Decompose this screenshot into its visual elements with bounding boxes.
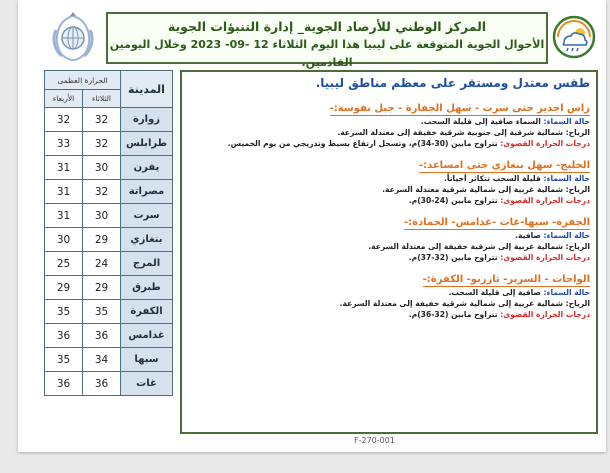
- wednesday-header: الأربعاء: [45, 90, 83, 108]
- forecast-summary: طقس معتدل ومستقر على معظم مناطق ليبيا.: [315, 76, 590, 90]
- tue-temp-cell: 30: [83, 204, 121, 228]
- form-code: F-270-001: [354, 436, 395, 445]
- wed-temp-cell: 33: [45, 132, 83, 156]
- temp-text: تتراوح مابين (30-34)م، وتسجل ارتفاع بسيط وتدريجي من يوم الخميس.: [227, 139, 498, 148]
- table-row: [45, 348, 173, 372]
- region-title: الجفرة- سبها-غات -غدامس- الحمادة:-: [403, 217, 590, 228]
- city-cell: سرت: [121, 204, 173, 228]
- tue-temp-cell: 36: [83, 324, 121, 348]
- temp-text: تتراوح مابين (32-37)م.: [408, 253, 498, 262]
- wed-temp-cell: 36: [45, 324, 83, 348]
- table-row: [45, 228, 173, 252]
- sky-text: صافية.: [515, 231, 541, 240]
- wind-text: شمالية غربية إلى شمالية شرقية خفيفة إلى معتدلة السرعة.: [339, 299, 563, 308]
- wed-temp-cell: 31: [45, 180, 83, 204]
- temp-label: درجات الحرارة القصوى:: [500, 310, 590, 319]
- temp-row: [188, 252, 590, 263]
- table-row: [45, 180, 173, 204]
- tue-temp-cell: 36: [83, 372, 121, 396]
- sky-text: قليلة السحب تتكاثر أحياناً.: [443, 174, 541, 183]
- tue-temp-cell: 30: [83, 156, 121, 180]
- city-column-header: المدينة: [121, 71, 173, 108]
- wind-label: الرياح:: [565, 242, 590, 251]
- max-temp-header: الحرارة العظمى: [45, 71, 121, 90]
- table-row: [45, 300, 173, 324]
- city-cell: طرابلس: [121, 132, 173, 156]
- city-cell: زوارة: [121, 108, 173, 132]
- region-title: الواحات - السرير- تازربو- الكفرة:-: [422, 274, 590, 285]
- wed-temp-cell: 31: [45, 156, 83, 180]
- tue-temp-cell: 35: [83, 300, 121, 324]
- temp-row: [188, 195, 590, 206]
- sky-label: حالة السماء:: [543, 288, 590, 297]
- wmo-emblem-icon: [46, 12, 100, 62]
- table-row: [45, 252, 173, 276]
- header-box: [106, 12, 548, 69]
- wind-row: [188, 241, 590, 252]
- wed-temp-cell: 36: [45, 372, 83, 396]
- wind-text: شمالية شرقية إلى جنوبية شرقية خفيفة إلى معتدلة السرعة.: [337, 128, 563, 137]
- wind-label: الرياح:: [565, 128, 590, 137]
- temp-text: تتراوح مابين (32-36)م.: [408, 310, 498, 319]
- table-row: [45, 108, 173, 132]
- tue-temp-cell: 34: [83, 348, 121, 372]
- table-row: [45, 324, 173, 348]
- temp-row: [188, 309, 590, 320]
- city-cell: سبها: [121, 348, 173, 372]
- wind-label: الرياح:: [565, 185, 590, 194]
- city-cell: بنغازي: [121, 228, 173, 252]
- tue-temp-cell: 32: [83, 180, 121, 204]
- wind-text: شمالية غربية إلى شمالية شرقية معتدلة السرعة.: [382, 185, 563, 194]
- wed-temp-cell: 25: [45, 252, 83, 276]
- sky-label: حالة السماء:: [543, 117, 590, 126]
- region-title: راس اجدير حتى سرت - سهل الجفارة - جبل نفوسة:-: [329, 103, 590, 114]
- tue-temp-cell: 29: [83, 276, 121, 300]
- region-east: [188, 153, 590, 206]
- city-cell: غدامس: [121, 324, 173, 348]
- city-cell: مصراتة: [121, 180, 173, 204]
- sky-label: حالة السماء:: [543, 174, 590, 183]
- temp-row: [188, 138, 590, 149]
- temp-label: درجات الحرارة القصوى:: [500, 196, 590, 205]
- wind-row: [188, 127, 590, 138]
- wed-temp-cell: 31: [45, 204, 83, 228]
- wed-temp-cell: 35: [45, 300, 83, 324]
- region-title: الخليج- سهل بنغازي حتى امساعد:-: [418, 160, 590, 171]
- wed-temp-cell: 32: [45, 108, 83, 132]
- sky-row: [188, 287, 590, 298]
- sky-row: [188, 230, 590, 241]
- sky-row: [188, 173, 590, 184]
- max-temperature-table: [44, 70, 173, 396]
- tuesday-header: الثلاثاء: [83, 90, 121, 108]
- wind-row: [188, 184, 590, 195]
- table-row: [45, 156, 173, 180]
- city-cell: طبرق: [121, 276, 173, 300]
- tue-temp-cell: 32: [83, 132, 121, 156]
- sky-row: [188, 116, 590, 127]
- region-south: [188, 210, 590, 263]
- wed-temp-cell: 29: [45, 276, 83, 300]
- tue-temp-cell: 24: [83, 252, 121, 276]
- document-page: [18, 0, 606, 452]
- table-row: [45, 132, 173, 156]
- wind-row: [188, 298, 590, 309]
- weather-cloud-sun-icon: [552, 15, 596, 59]
- tue-temp-cell: 29: [83, 228, 121, 252]
- city-cell: يفرن: [121, 156, 173, 180]
- header-title: المركز الوطني للأرصاد الجوية_ إدارة التنبؤات الجوية: [167, 19, 487, 34]
- city-cell: غات: [121, 372, 173, 396]
- wed-temp-cell: 30: [45, 228, 83, 252]
- tue-temp-cell: 32: [83, 108, 121, 132]
- wind-label: الرياح:: [565, 299, 590, 308]
- city-cell: الكفرة: [121, 300, 173, 324]
- wind-text: شمالية غربية إلى شرقية خفيفة إلى معتدلة السرعة.: [368, 242, 563, 251]
- forecast-panel: [180, 70, 598, 434]
- temp-label: درجات الحرارة القصوى:: [500, 139, 590, 148]
- table-row: [45, 276, 173, 300]
- sky-text: السماء صافية إلى قليلة السحب.: [420, 117, 541, 126]
- table-row: [45, 372, 173, 396]
- header-subtitle: الأحوال الجوية المتوقعة على ليبيا هذا اليوم الثلاثاء 12 -09- 2023 وخلال اليومين القادمين.: [109, 38, 545, 69]
- wed-temp-cell: 35: [45, 348, 83, 372]
- region-west: [188, 96, 590, 149]
- region-southeast: [188, 267, 590, 320]
- temp-text: تتراوح مابين (24-30)م.: [408, 196, 498, 205]
- temp-label: درجات الحرارة القصوى:: [500, 253, 590, 262]
- sky-label: حالة السماء:: [543, 231, 590, 240]
- sky-text: صافية إلى قليلة السحب.: [448, 288, 541, 297]
- city-cell: المرج: [121, 252, 173, 276]
- table-row: [45, 204, 173, 228]
